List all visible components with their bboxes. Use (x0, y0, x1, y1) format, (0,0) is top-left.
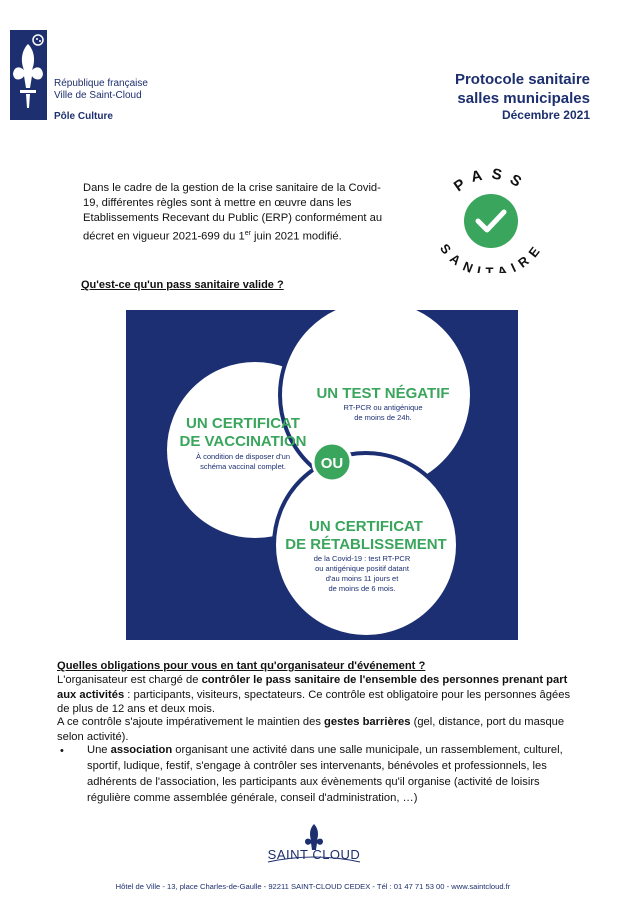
department-label: Pôle Culture (54, 111, 113, 122)
association-bullet (87, 742, 567, 806)
bullet-text-b: association (110, 744, 173, 756)
intro-text-after: juin 2021 modifié. (250, 230, 342, 243)
pass-sanitaire-badge (432, 168, 550, 273)
org-name (54, 78, 148, 102)
or-label: OU (320, 455, 344, 472)
org-line-1: République française (54, 78, 148, 89)
p2-text-a: A ce contrôle s'ajoute impérativement le maintien des (57, 716, 325, 728)
section2-question: Quelles obligations pour vous en tant qu'organisateur d'événement ? (57, 660, 426, 672)
vaccination-desc-1: À condition de disposer d'un (196, 452, 290, 461)
footer-address: Hôtel de Ville - 13, place Charles-de-Gaulle - 92211 SAINT-CLOUD CEDEX - Tél : 01 47 71 53 00 - www.saintcloud.fr (115, 882, 511, 891)
recovery-desc-3: d'au moins 11 jours et (325, 574, 399, 583)
p2-text-c: (gel, distance, port du masque selon activité). (57, 716, 565, 743)
document-date: Décembre 2021 (501, 108, 590, 122)
saint-cloud-footer-logo (248, 822, 380, 872)
recovery-title-2: DE RÉTABLISSEMENT (285, 536, 447, 553)
document-title (455, 70, 590, 123)
fleur-de-lis-icon (10, 30, 47, 120)
section1-question: Qu'est-ce qu'un pass sanitaire valide ? (81, 279, 284, 291)
p1-text-c: : participants, visiteurs, spectateurs. Ce contrôle est obligatoire pour les personnes âgées de plus de 12 ans et deux mois. (57, 688, 571, 715)
test-desc-1: RT-PCR ou antigénique (343, 403, 423, 412)
title-line-2: salles municipales (457, 90, 590, 107)
recovery-desc-4: de moins de 6 mois. (328, 584, 396, 593)
obligation-paragraph-2 (57, 715, 577, 744)
city-logo (10, 30, 47, 120)
sanitaire-word: SANITAIRE (436, 240, 546, 273)
recovery-desc-2: ou antigénique positif datant (315, 564, 409, 573)
p1-text-b: contrôler le pass sanitaire de l'ensemble des personnes prenant part aux activités (57, 674, 568, 701)
vaccination-desc-2: schéma vaccinal complet. (200, 462, 286, 471)
bullet-text-a: Une (87, 744, 111, 756)
p1-text-a: L'organisateur est chargé de (57, 674, 202, 686)
org-line-2: Ville de Saint-Cloud (54, 90, 142, 101)
vaccination-title-1: UN CERTIFICAT (186, 415, 300, 432)
pass-word: PASS (450, 168, 532, 196)
recovery-title-1: UN CERTIFICAT (309, 518, 423, 535)
footer-brand: SAINT CLOUD (267, 847, 361, 862)
intro-text-before: Dans le cadre de la gestion de la crise sanitaire de la Covid-19, différentes règles sont à mettre en œuvre dans les Etablissements Recevant du Public (ERP) conformément au décret en vigueur 2021-699 du 1 (83, 182, 383, 243)
recovery-desc-1: de la Covid-19 : test RT-PCR (313, 554, 411, 563)
title-line-1: Protocole sanitaire (454, 71, 590, 88)
test-desc-2: de moins de 24h. (354, 413, 412, 422)
p2-text-b: gestes barrières (324, 716, 411, 728)
check-circle-icon (464, 194, 518, 248)
intro-paragraph (83, 181, 383, 245)
bullet-marker: • (60, 745, 64, 757)
obligation-paragraph-1 (57, 673, 577, 717)
vaccination-title-2: DE VACCINATION (179, 433, 307, 450)
intro-superscript: er (244, 230, 251, 237)
bullet-text-c: organisant une activité dans une salle municipale, un rassemblement, culturel, sportif, ludique, festif, s'engage à contrôler ses intervenants, bénévoles et professionnels, les adhérents de l'association, les participants aux évènements qu'il organise (activité de loisirs régulière comme assemblée générale, conseil d'administration, …) (87, 744, 563, 804)
pass-infographic (126, 310, 518, 640)
test-title: UN TEST NÉGATIF (316, 385, 450, 402)
